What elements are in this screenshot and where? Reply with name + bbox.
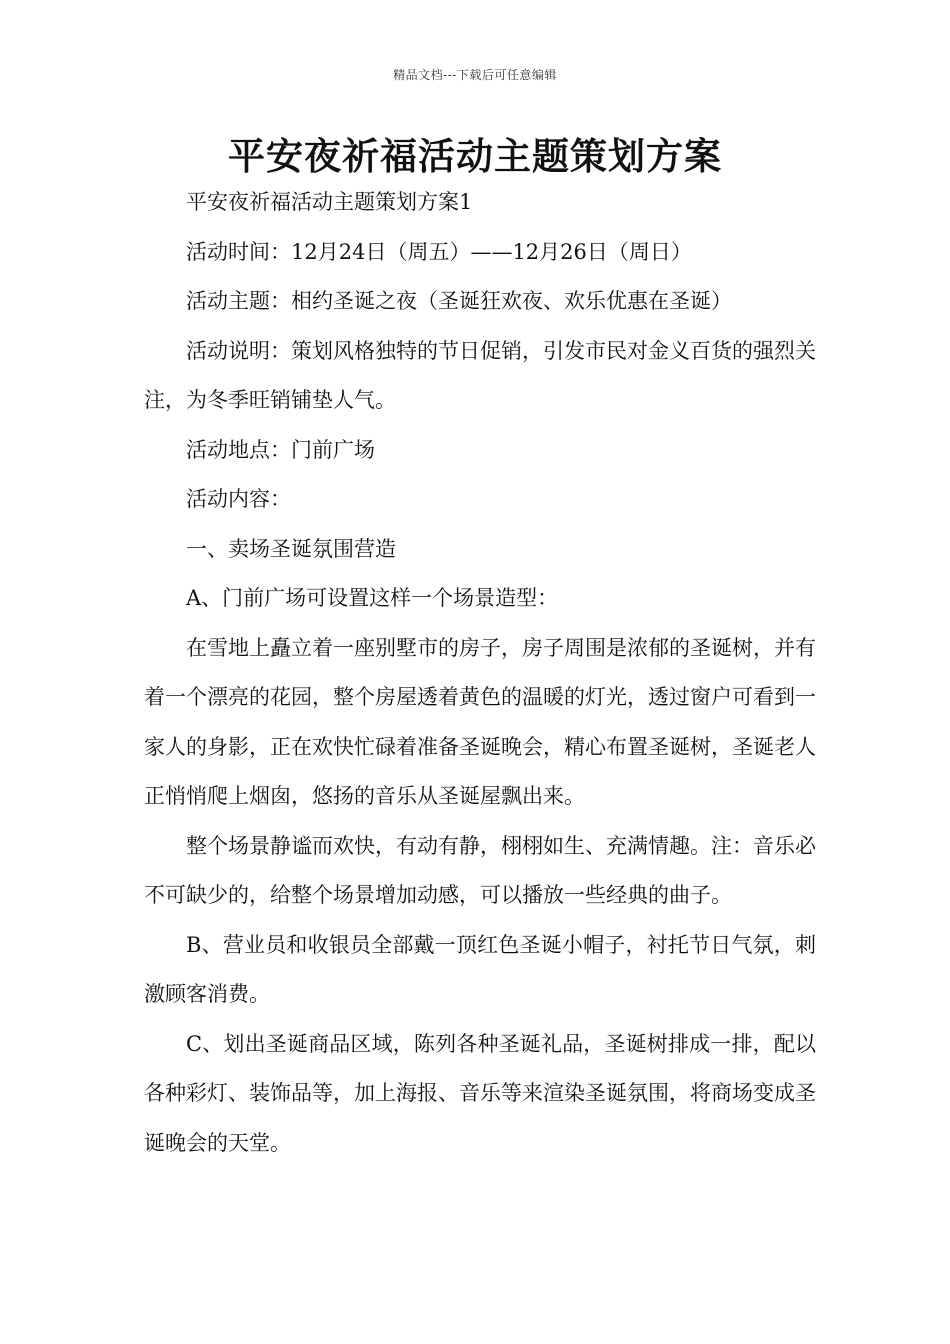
paragraph-scene-note: 整个场景静谧而欢快，有动有静，栩栩如生、充满情趣。注：音乐必不可缺少的，给整个场景增加动感，可以播放一些经典的曲子。 — [144, 833, 816, 907]
paragraph-subtitle: 平安夜祈福活动主题策划方案1 — [186, 190, 473, 214]
paragraph-theme: 活动主题：相约圣诞之夜（圣诞狂欢夜、欢乐优惠在圣诞） — [186, 289, 732, 313]
paragraph-location: 活动地点：门前广场 — [186, 437, 375, 462]
paragraph-item-a: A、门前广场可设置这样一个场景造型： — [186, 586, 559, 610]
document-body — [144, 178, 816, 1168]
paragraph-time: 活动时间：12月24日（周五）——12月26日（周日） — [186, 239, 692, 264]
paragraph-section-one: 一、卖场圣诞氛围营造 — [186, 536, 396, 561]
paragraph-item-c: C、划出圣诞商品区域，陈列各种圣诞礼品，圣诞树排成一排，配以各种彩灯、装饰品等，加上海报、音乐等来渲染圣诞氛围，将商场变成圣诞晚会的天堂。 — [144, 1031, 816, 1155]
paragraph-item-b: B、营业员和收银员全部戴一顶红色圣诞小帽子，衬托节日气氛，刺激顾客消费。 — [144, 932, 816, 1006]
header-note: 精品文档---下载后可任意编辑 — [393, 68, 557, 82]
paragraph-scene: 在雪地上矗立着一座别墅市的房子，房子周围是浓郁的圣诞树，并有着一个漂亮的花园，整个房屋透着黄色的温暖的灯光，透过窗户可看到一家人的身影，正在欢快忙碌着准备圣诞晚会，精心布置圣诞树，圣诞老人正悄悄爬上烟囱，悠扬的音乐从圣诞屋飘出来。 — [144, 635, 816, 808]
paragraph-description: 活动说明：策划风格独特的节日促销，引发市民对金义百货的强烈关注，为冬季旺销铺垫人气。 — [144, 338, 816, 412]
page-title: 平安夜祈福活动主题策划方案 — [228, 134, 722, 178]
paragraph-content-heading: 活动内容： — [186, 487, 291, 511]
